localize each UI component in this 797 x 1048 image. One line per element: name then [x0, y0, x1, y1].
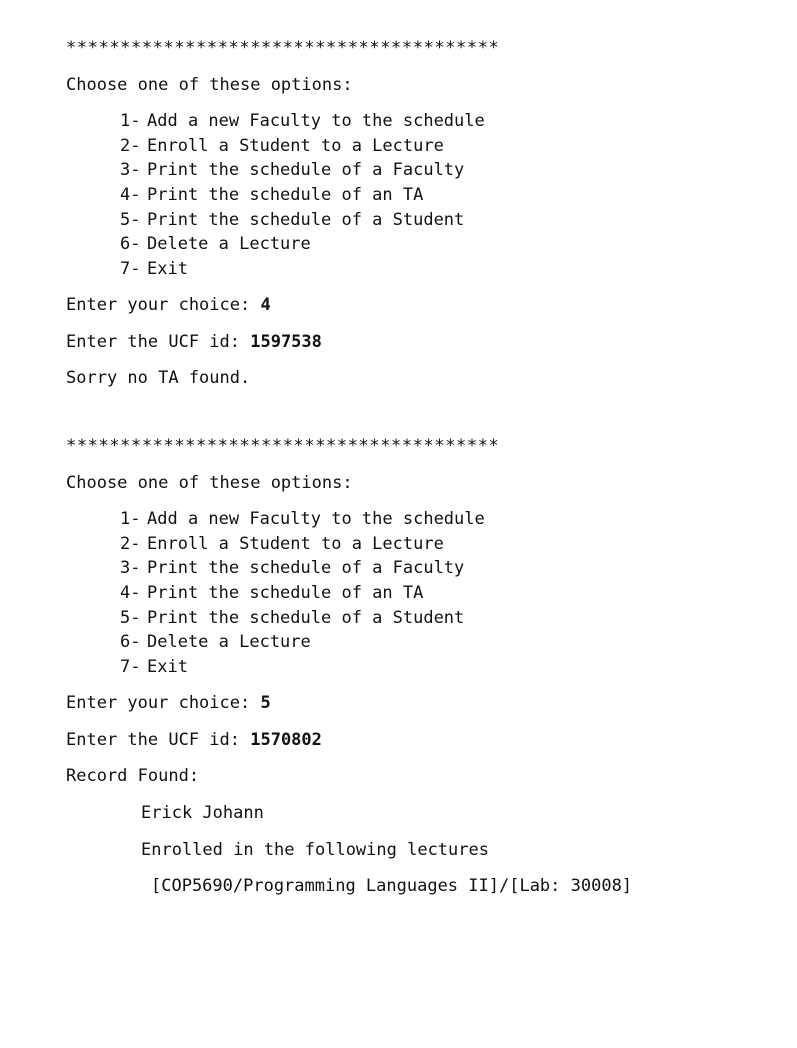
- id-value: 1597538: [250, 331, 322, 352]
- option-item: 5- Print the schedule of a Student: [120, 209, 465, 230]
- student-name: Erick Johann: [141, 802, 264, 823]
- choice-prompt: Enter your choice:: [66, 294, 261, 315]
- option-item: 4- Print the schedule of an TA: [120, 185, 424, 206]
- options-list: [66, 507, 766, 680]
- id-prompt: Enter the UCF id:: [66, 729, 251, 750]
- console-output: [66, 36, 766, 898]
- id-value: 1570802: [250, 729, 322, 750]
- option-item: 2- Enroll a Student to a Lecture: [120, 135, 444, 156]
- choice-prompt: Enter your choice:: [66, 692, 261, 713]
- options-list: [66, 109, 766, 282]
- option-item: 1- Add a new Faculty to the schedule: [120, 111, 485, 131]
- choice-value: 4: [260, 294, 271, 315]
- choice-line: [66, 293, 766, 317]
- menu-block-2: [66, 434, 766, 898]
- option-item: 6- Delete a Lecture: [120, 632, 311, 653]
- option-item: 6- Delete a Lecture: [120, 234, 311, 255]
- choose-prompt: Choose one of these options:: [66, 472, 353, 493]
- result-message: Sorry no TA found.: [66, 367, 251, 388]
- option-item: 5- Print the schedule of a Student: [120, 607, 465, 628]
- choose-prompt: Choose one of these options:: [66, 75, 353, 95]
- menu-block-1: [66, 36, 766, 390]
- option-item: 7- Exit: [120, 656, 188, 677]
- option-item: 3- Print the schedule of a Faculty: [120, 558, 465, 579]
- choice-line: [66, 691, 766, 715]
- separator-line: ****************************************: [66, 38, 500, 58]
- id-prompt: Enter the UCF id:: [66, 331, 251, 352]
- id-line: [66, 330, 766, 354]
- option-item: 1- Add a new Faculty to the schedule: [120, 508, 485, 529]
- option-item: 3- Print the schedule of a Faculty: [120, 160, 465, 181]
- enrolled-header: Enrolled in the following lectures: [141, 839, 489, 860]
- separator-line: ****************************************: [66, 435, 500, 456]
- option-item: 7- Exit: [120, 259, 188, 280]
- lecture-entry: [COP5690/Programming Languages II]/[Lab: 30008]: [151, 875, 633, 896]
- id-line: [66, 728, 766, 752]
- choice-value: 5: [260, 692, 271, 713]
- option-item: 2- Enroll a Student to a Lecture: [120, 533, 444, 554]
- option-item: 4- Print the schedule of an TA: [120, 582, 424, 603]
- record-found-message: Record Found:: [66, 765, 200, 786]
